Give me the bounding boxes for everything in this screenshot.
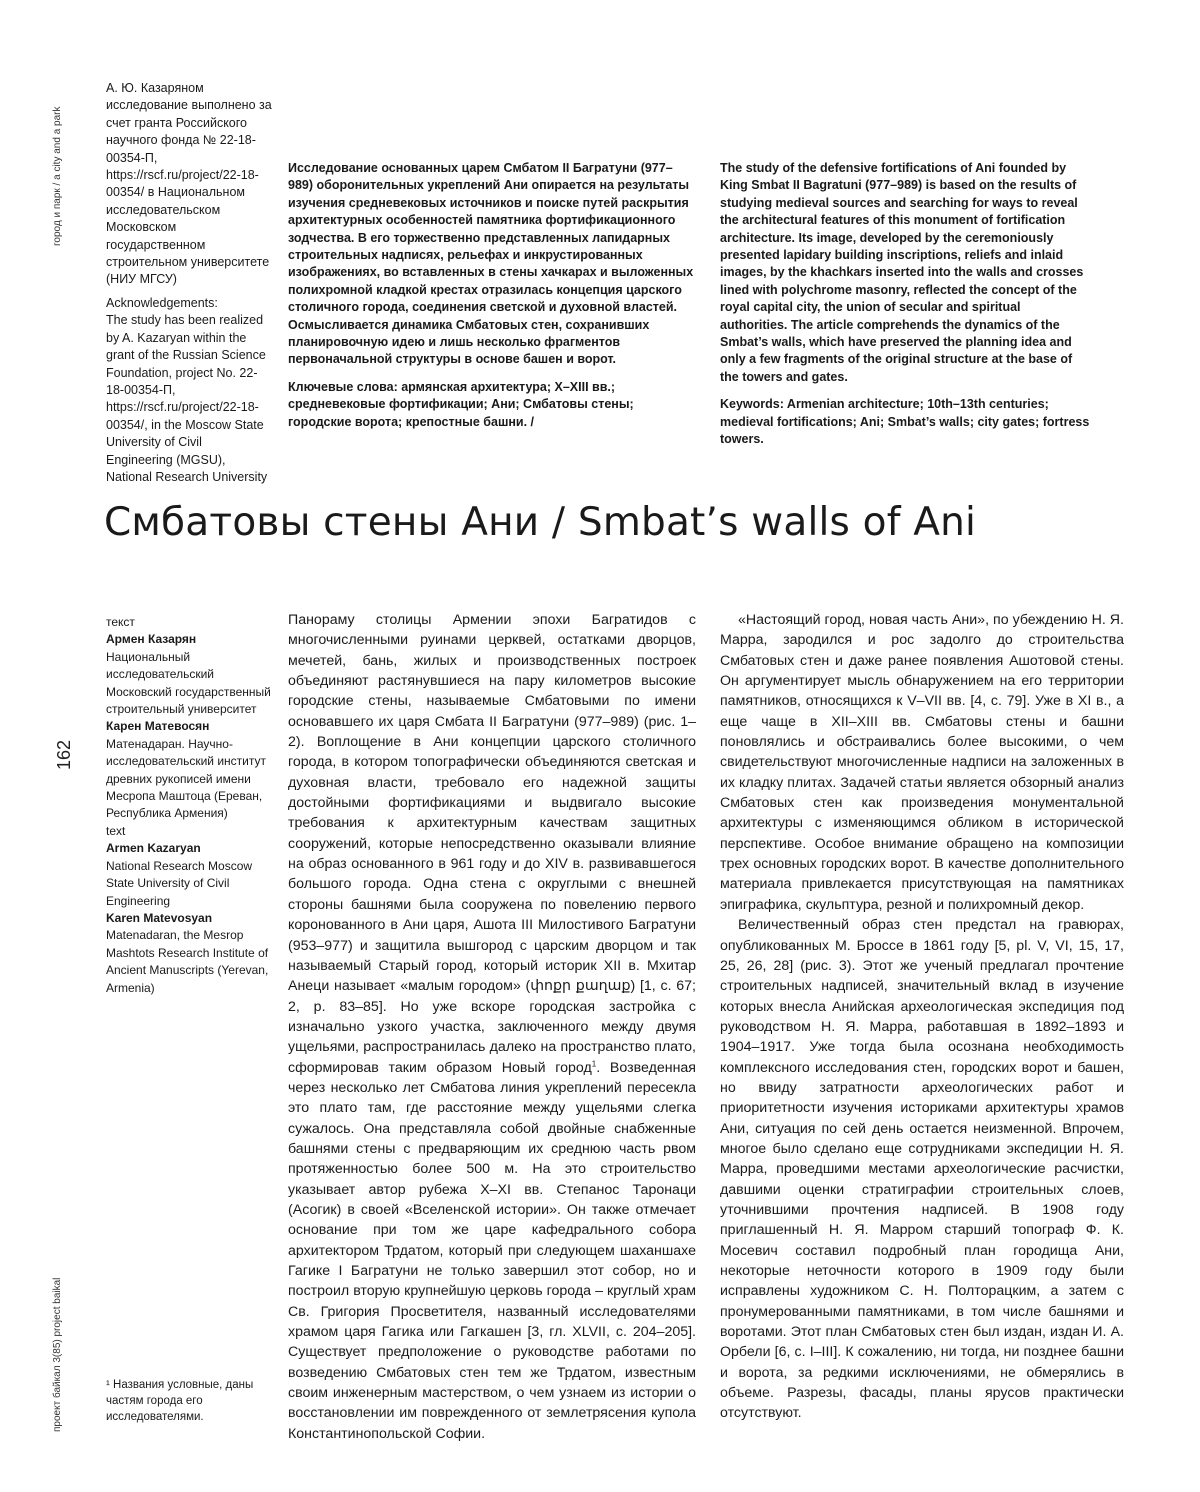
abstract-ru-text: Исследование основанных царем Смбатом II Багратуни (977–989) оборонительных укреплений Ани опирается на результаты изучения средневековых источников и поиске путей раскрытия архитектурных особенностей памятника фортификационного зодчества. В его торжественно представленных лапидарных строительных надписях, рельефах и инкрустированных изображениях, во вставленных в стены хачкарах и выложенных полихромной кладкой крестах отразилась концепция царского столичного города, соединения светской и духовной властей. Осмысливается динамика Смбатовых стен, сохранивших планировочную идею и лишь несколько фрагментов первоначальной структуры в основе башен и ворот. — [288, 160, 696, 369]
author-affiliation: National Research Moscow State University of Civil Engineering — [106, 858, 272, 910]
author-affiliation: Национальный исследовательский Московский государственный строительный университет — [106, 649, 272, 719]
body-paragraph: Величественный образ стен предстал на гравюрах, опубликованных М. Броссе в 1861 году [5, pl. V, VI, 15, 17, 25, 26, 28] (рис. 3). Этот же ученый предлагал прочтение строительных надписей, значительный вклад в изучение которых внесла Анийская археологическая экспедиция под руководством Н. Я. Марра, работавшая в 1892–1893 и 1904–1917. Уже тогда была осознана необходимость комплексного исследования стен, городских ворот и башен, но ввиду затратности археологических работ и приоритетности изучения историками архитектуры храмов Ани, ситуация по сей день остается неизменной. Впрочем, многое было сделано еще сотрудниками экспедиции Н. Я. Марра, проведшими местами археологические расчистки, давшими оценки стратиграфии строительных слоев, уточнившими прочтения надписей. В 1908 году приглашенный Н. Я. Марром старший топограф Ф. К. Мосевич составил подробный план городища Ани, некоторые неточности которого в 1909 году были исправлены художником С. Н. Полторацким, а затем с пронумерованными памятниками, в том числе башнями и воротами. Этот план Смбатовых стен был издан, издан И. А. Орбели [6, с. I–III]. К сожалению, ни тогда, ни позднее башни и ворота, за редкими исключениями, не обмерялись в объеме. Разрезы, фасады, планы ярусов практически отсутствуют. — [720, 915, 1124, 1424]
body-column-1 — [288, 610, 696, 1444]
body-text: . Возведенная через несколько лет Смбатова линия укреплений пересекла это плато там, где расстояние между ущельями слегка сужалось. Она представляла собой двойные снабженные башнями стены с предваряющим их среднюю часть рвом протяженностью более 500 м. На это строительство указывает автор рубежа X–XI вв. Степанос Таронаци (Асогик) в своей «Вселенской истории». Он также отмечает основание при том же царе кафедрального собора архитектором Трдатом, который при следующем шаханшахе Гагике I Багратуни не только завершил этот собор, но и построил вторую крупнейшую церковь города – круглый храм Св. Григория Просветителя, названный исследователями храмом царя Гагика или Гагкашен [3, гл. XLVII, с. 204–205]. Существует предположение о руководстве работами по возведению Смбатовых стен тем же Трдатом, известным своим инженерным мастерством, о чем узнаем из истории о восстановлении им поврежденного от землетрясения купола Константинопольской Софии. — [288, 1060, 696, 1442]
acknowledgements — [106, 80, 272, 492]
author-name: Армен Казарян — [106, 631, 272, 648]
article-title: Смбатовы стены Ани / Smbat’s walls of Ani — [104, 500, 976, 545]
footnote-ref: 1 — [592, 1059, 596, 1068]
body-paragraph — [288, 610, 696, 1444]
acknowledgements-en: The study has been realized by A. Kazaryan within the grant of the Russian Science Foundation, project No. 22-18-00354-П, https://rscf.ru/project/22-18-00354/, in the Moscow State University of Civil Engineering (MGSU), National Research University — [106, 312, 272, 486]
author-affiliation: Matenadaran, the Mesrop Mashtots Research Institute of Ancient Manuscripts (Yerevan, Armenia) — [106, 927, 272, 997]
text-label-en: text — [106, 823, 272, 840]
body-column-2 — [720, 610, 1124, 1424]
author-name: Karen Matevosyan — [106, 910, 272, 927]
body-paragraph: «Настоящий город, новая часть Ани», по убеждению Н. Я. Марра, зародился и рос задолго до строительства Смбатовых стен и даже ранее появления Ашотовой стены. Он аргументирует мысль обнаружением на его территории памятников, относящихся к V–VII вв. [4, с. 79]. Уже в XI в., а еще чаще в XII–XIII вв. Смбатовы стены и башни поновлялись и обстраивались более высокими, о чем свидетельствуют многочисленные надписи на заложенных в их кладку плитах. Задачей статьи является обзорный анализ Смбатовых стен как произведения монументальной архитектуры с изменяющимся обликом в исторической перспективе. Особое внимание обращено на композиции трех основных городских ворот. В качестве дополнительного материала привлекается присутствующая на памятниках эпиграфика, скульптура, резной и полихромный декор. — [720, 610, 1124, 915]
author-name: Карен Матевосян — [106, 718, 272, 735]
abstract-ru — [288, 160, 696, 441]
author-credits — [106, 614, 272, 997]
running-head: город и парк / a city and a park — [52, 107, 63, 247]
keywords-ru: Ключевые слова: армянская архитектура; X–XIII вв.; средневековые фортификации; Ани; Смбатовы стены; городские ворота; крепостные башни. / — [288, 379, 696, 431]
page-number: 162 — [54, 740, 75, 770]
acknowledgements-ru: А. Ю. Казаряном исследование выполнено за счет гранта Российского научного фонда № 22-18-00354-П, https://rscf.ru/project/22-18-00354/ в Национальном исследовательском Московском государственном строительном университете (НИУ МГСУ) — [106, 80, 272, 289]
body-text: Панораму столицы Армении эпохи Багратидов с многочисленными руинами церквей, остатками дворцов, мечетей, бань, жилых и производственных построек объединяют растянувшиеся на пару километров высокие городские стены, называемые Смбатовыми по имени основавшего их царя Смбата II Багратуни (977–989) (рис. 1–2). Воплощение в Ани концепции царского столичного города, в котором топографически объединяются светская и духовная власти, требовало его надежной защиты достойными фортификациями и выдвигало высокие требования к архитектурным качествам защитных сооружений, которые непосредственно оказывали влияние на образ основанного в 961 году и до XIV в. развивавшегося большого города. Одна стена с округлыми с внешней стороны башнями была сооружена по повелению первого коронованного в Ани царя, Ашота III Милостивого Багратуни (953–977) и защитила вышгород с царским дворцом и так называемый Старый город, который историк XII в. Мхитар Анеци называет «малым городом» (փոքր քաղաք) [1, с. 67; 2, p. 83–85]. Но уже вскоре городская застройка с изначально узкого участка, заключенного между двумя ущельями, распространилась далеко на пространство плато, сформировав таким образом Новый город — [288, 612, 696, 1076]
journal-footer: проект байкал 3(85) project baikal — [52, 1278, 63, 1432]
author-name: Armen Kazaryan — [106, 840, 272, 857]
abstract-en-text: The study of the defensive fortifications of Ani founded by King Smbat II Bagratuni (977–989) is based on the results of studying medieval sources and searching for ways to reveal the architectural features of this monument of fortification architecture. Its image, developed by the ceremoniously presented lapidary building inscriptions, reliefs and inlaid images, by the khachkars inserted into the walls and crosses lined with polychrome masonry, reflected the concept of the royal capital city, the union of secular and spiritual authorities. The article comprehends the dynamics of the Smbat’s walls, which have preserved the planning idea and only a few fragments of the original structure at the base of the towers and gates. — [720, 160, 1090, 386]
keywords-en: Keywords: Armenian architecture; 10th–13th centuries; medieval fortifications; Ani; Smbat’s walls; city gates; fortress towers. — [720, 396, 1090, 448]
text-label-ru: текст — [106, 614, 272, 631]
abstract-en — [720, 160, 1090, 459]
footnote: ¹ Названия условные, даны частям города его исследователями. — [106, 1377, 256, 1425]
author-affiliation: Матенадаран. Научно-исследовательский институт древних рукописей имени Месропа Маштоца (Ереван, Республика Армения) — [106, 736, 272, 823]
acknowledgements-heading: Acknowledgements: — [106, 295, 272, 312]
